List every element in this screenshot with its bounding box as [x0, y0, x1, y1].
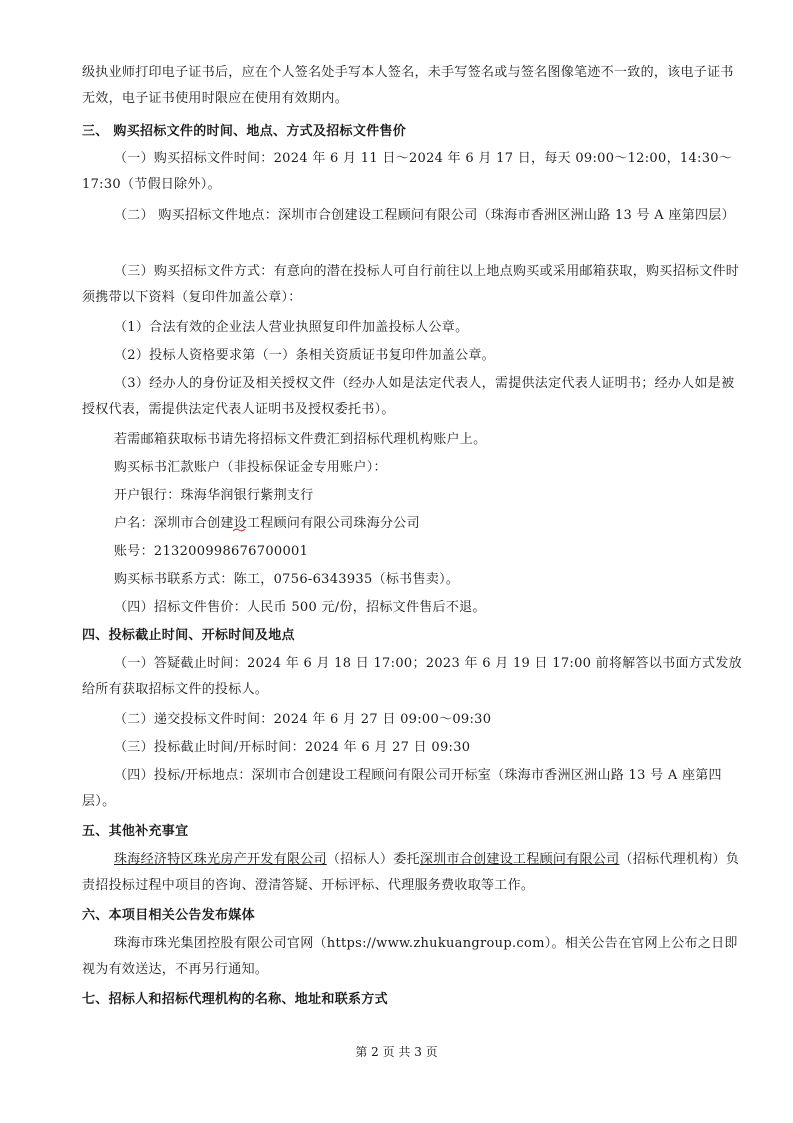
- remittance-account-label: 购买标书汇款账户（非投标保证金专用账户）：: [114, 460, 387, 475]
- required-doc-1: （1）合法有效的企业法人营业执照复印件加盖投标人公章。: [114, 320, 469, 335]
- supplementary-paragraph: [82, 847, 742, 899]
- bid-submission-time: （二）递交投标文件时间：2024 年 6 月 27 日 09:00～09:30: [114, 712, 492, 727]
- purchase-contact: 购买标书联系方式：陈工，0756-6343935（标书售卖）。: [114, 572, 460, 587]
- section-5-heading: 五、其他补充事宜: [82, 824, 189, 839]
- required-doc-2: （2）投标人资格要求第（一）条相关资质证书复印件加盖公章。: [114, 348, 495, 363]
- tenderer-name: 珠海经济特区珠光房产开发有限公司: [114, 852, 327, 867]
- bid-deadline: （三）投标截止时间/开标时间：2024 年 6 月 27 日 09:30: [114, 740, 471, 755]
- publication-media: 珠海市珠光集团控股有限公司官网（https://www.zhukuangroup.com）。相关公告在官网上公布之日即视为有效送达，不再另行通知。: [82, 936, 738, 977]
- email-note: 若需邮箱获取标书请先将招标文件费汇到招标代理机构账户上。: [114, 432, 487, 447]
- agency-duties: （招标代理机构）负责招投标过程中项目的咨询、澄清答疑、开标评标、代理服务费收取等工作。: [82, 852, 740, 893]
- purchase-location: （二） 购买招标文件地点：深圳市合创建设工程顾问有限公司（珠海市香洲区洲山路 13 号 A 座第四层）: [114, 208, 735, 223]
- account-number: 账号：213200998676700001: [114, 544, 309, 559]
- section-6-heading: 六、本项目相关公告发布媒体: [82, 908, 255, 923]
- section-4-heading: 四、投标截止时间、开标时间及地点: [82, 628, 295, 643]
- account-holder: 户名：深圳市合创建设工程顾问有限公司珠海分公司: [114, 516, 420, 531]
- page-number: 第 2 页 共 3 页: [355, 1045, 438, 1059]
- purchase-method: （三）购买招标文件方式：有意向的潜在投标人可自行前往以上地点购买或采用邮箱获取，购买招标文件时须携带以下资料（复印件加盖公章）：: [82, 264, 740, 305]
- section-3-heading: 三、 购买招标文件的时间、地点、方式及招标文件售价: [82, 124, 407, 139]
- section-7-heading: 七、招标人和招标代理机构的名称、地址和联系方式: [82, 992, 388, 1007]
- bid-opening-location: （四）投标/开标地点：深圳市合创建设工程顾问有限公司开标室（珠海市香洲区洲山路 13 号 A 座第四层）。: [82, 768, 722, 809]
- purchase-time: （一）购买招标文件时间：2024 年 6 月 11 日～2024 年 6 月 17 日，每天 09:00～12:00，14:30～17:30（节假日除外）。: [82, 151, 733, 192]
- bank-name: 开户银行：珠海华润银行紫荆支行: [114, 488, 314, 503]
- document-price: （四）招标文件售价：人民币 500 元/份，招标文件售后不退。: [114, 600, 486, 615]
- qa-deadline: （一）答疑截止时间：2024 年 6 月 18 日 17:00；2023 年 6 月 19 日 17:00 前将解答以书面方式发放给所有获取招标文件的投标人。: [82, 656, 742, 697]
- required-doc-3: （3）经办人的身份证及相关授权文件（经办人如是法定代表人，需提供法定代表人证明书；经办人如是被授权代表，需提供法定代表人证明书及授权委托书）。: [82, 376, 735, 417]
- tenderer-role: （招标人）委托: [326, 852, 420, 867]
- agency-name: 深圳市合创建设工程顾问有限公司: [419, 852, 620, 867]
- paragraph-signature-note: 级执业师打印电子证书后，应在个人签名处手写本人签名，未手写签名或与签名图像笔迹不一致的，该电子证书无效，电子证书使用时限应在使用有效期内。: [82, 65, 734, 106]
- ink-mark: [232, 527, 246, 533]
